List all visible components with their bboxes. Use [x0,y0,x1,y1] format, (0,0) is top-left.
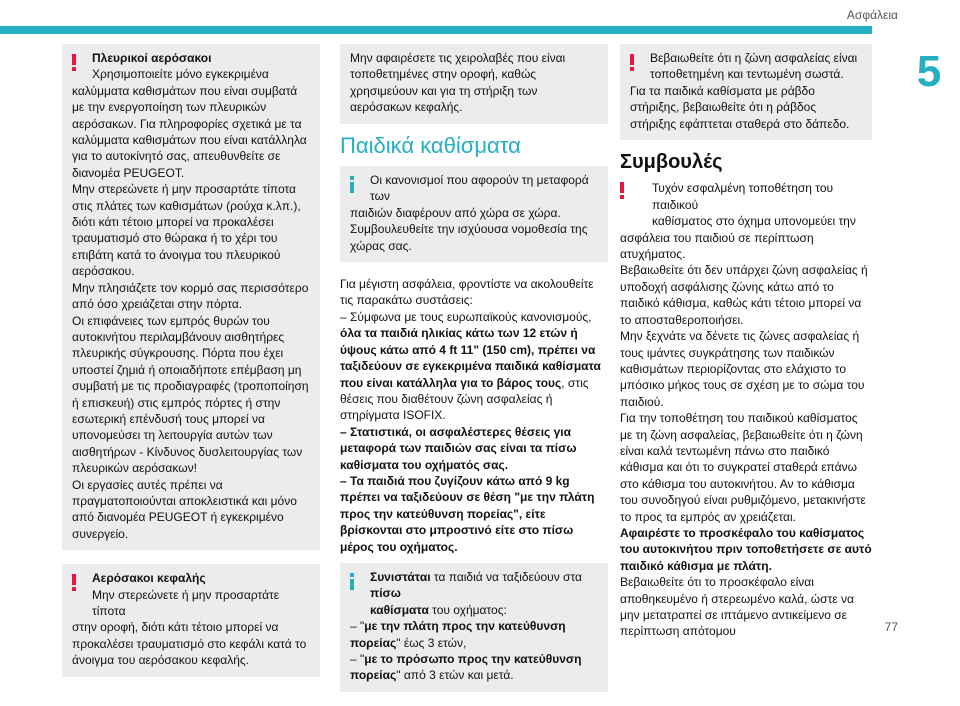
warning-icon [620,182,625,196]
info-icon [350,176,355,192]
box-text: Μην στερεώνετε ή μην προσαρτάτε τίποτα στις πλάτες των καθισμάτων (ρούχα κ.λπ.), διότι κάτι τέτοιο μπορεί να προκαλέσει τραυματισμό στο θώρακα ή το χέρι του επιβάτη κατά το άνοιγμα του πλευρικού αερόσακου. [72,182,301,279]
paragraph: Τυχόν εσφαλμένη τοποθέτηση του παιδικού [652,181,834,212]
box-text: Συνιστάται τα παιδιά να ταξιδεύουν στα πίσω [370,569,582,601]
header-bar [0,26,872,34]
box-text: Οι επιφάνειες των εμπρός θυρών του αυτοκινήτου περιλαμβάνουν αισθητήρες πλευρικής σύγκρουσης. Πόρτα που έχει υποστεί ζημιά ή οποιαδήποτε επέμβαση μη συμβατή με τις προδιαγραφές (τροποποίηση ή επισκευή) στις εμπρός πόρτες ή στην εσωτερική επένδυσή τους μπορεί να υπονομεύσει τη λειτουργία αυτών των αισθητήρων - Κίνδυνος δυσλειτουργίας των πλευρικών αερόσακων! [72,313,309,476]
box-text: τοποθετημένη και τεντωμένη σωστά. [650,67,844,82]
column-2 [340,44,608,706]
warning-icon [630,54,635,68]
chapter-number: 5 [898,42,960,102]
box-text: Χρησιμοποιείτε μόνο εγκεκριμένα [92,67,269,82]
box-text: Μην στερεώνετε ή μην προσαρτάτε τίποτα [92,587,280,618]
box-text: Οι κανονισμοί που αφορούν τη μεταφορά των [370,173,589,204]
list-item: – Στατιστικά, οι ασφαλέστερες θέσεις για μεταφορά των παιδιών σας είναι τα πίσω καθίσματα του οχήματός σας. [340,424,577,472]
paragraph: Μην ξεχνάτε να δένετε τις ζώνες ασφαλείας ή τους ιμάντες συγκράτησης των παιδικών καθισμάτων περιορίζοντας στο ελάχιστο το μπόσικο μήκος τους σε σχέση με το σώμα του παιδιού. [620,329,865,409]
paragraph: Βεβαιωθείτε ότι το προσκέφαλο είναι αποθηκευμένο ή στερεωμένο καλά, ώστε να μην μετατραπεί σε ιπτάμενο αντικείμενο σε περίπτωση απότομου [620,575,854,639]
box-text: στην οροφή, διότι κάτι τέτοιο μπορεί να προκαλέσει τραυματισμό στο κεφάλι κατά το άνοιγμα του αερόσακου κεφαλής. [72,620,307,668]
list-item: – "με την πλάτη προς την κατεύθυνση πορείας" έως 3 ετών, [350,619,566,650]
page-number: 77 [884,620,898,634]
column-3 [620,44,872,640]
warning-icon [72,574,77,588]
box-text: παιδιών διαφέρουν από χώρα σε χώρα. Συμβουλευθείτε την ισχύουσα νομοθεσία της χώρας σας. [350,205,588,253]
paragraph: καθίσματος στο όχημα υπονομεύει την [652,214,856,229]
box-title: Αερόσακοι κεφαλής [92,571,206,586]
section-title-child-seats: Παιδικά καθίσματα [340,132,521,158]
paragraph: Για μέγιστη ασφάλεια, φροντίστε να ακολουθείτε τις παρακάτω συστάσεις: [340,277,594,308]
note-box-grab-handles [340,44,608,124]
box-text: καθίσματα του οχήματος: [370,602,507,617]
info-box-recommendation [340,563,608,692]
column-1 [62,44,320,691]
paragraph: ασφάλεια του παιδιού σε περίπτωση ατυχήματος. [620,230,814,262]
warning-box-seatbelt [620,44,872,140]
section-title-advice: Συμβουλές [620,151,723,174]
box-title: Πλευρικοί αερόσακοι [92,51,212,65]
list-item: – "με το πρόσωπο προς την κατεύθυνση πορείας" από 3 ετών και μετά. [350,652,582,683]
box-text: Μην πλησιάζετε τον κορμό σας περισσότερο από όσο χρειάζεται στην πόρτα. [72,280,309,312]
warning-icon [72,54,77,68]
paragraph: Για την τοποθέτηση του παιδικού καθίσματος με τη ζώνη ασφαλείας, βεβαιωθείτε ότι η ζώνη είναι καλά τεντωμένη πάνω στο παιδικό κάθισμα και ότι το συγκρατεί σταθερά επάνω στο κάθισμα του αυτοκινήτου. Αν το κάθισμα του συνοδηγού είναι ρυθμιζόμενο, μετακινήστε το προς τα εμπρός αν χρειάζεται. [620,411,866,524]
info-box-regulations [340,166,608,262]
info-icon [350,573,355,589]
warning-box-side-airbags [62,44,320,550]
box-text: Βεβαιωθείτε ότι η ζώνη ασφαλείας είναι [650,51,858,65]
paragraph-bold: Αφαιρέστε το προσκέφαλο του καθίσματος του αυτοκινήτου πριν τοποθετήσετε σε αυτό παιδικό κάθισμα με πλάτη. [620,525,872,573]
box-text: Για τα παιδικά καθίσματα με ράβδο στήριξης, βεβαιωθείτε ότι η ράβδος στήριξης εφάπτεται σταθερά στο δάπεδο. [630,83,850,131]
list-item: – Τα παιδιά που ζυγίζουν κάτω από 9 kg πρέπει να ταξιδεύουν σε θέση "με την πλάτη προς την κατεύθυνση πορείας", είτε βρίσκονται στο μπροστινό είτε στο πίσω μέρος του οχήματος. [340,473,595,554]
box-text: Μην αφαιρέσετε τις χειρολαβές που είναι τοποθετημένες στην οροφή, καθώς χρησιμεύουν και για τη στήριξη των αερόσακων κεφαλής. [350,51,566,115]
page-section-title: Ασφάλεια [846,8,898,22]
box-text: Οι εργασίες αυτές πρέπει να πραγματοποιούνται αποκλειστικά και μόνο από διανομέα PEUGEOT ή εγκεκριμένο συνεργείο. [72,477,297,541]
warning-advice [620,180,872,262]
list-item: – Σύμφωνα με τους ευρωπαϊκούς κανονισμούς, όλα τα παιδιά ηλικίας κάτω των 12 ετών ή ύψους κάτω από 4 ft 11" (150 cm), πρέπει να ταξιδεύουν σε εγκεκριμένα παιδικά καθίσματα που είναι κατάλληλα για το βάρος τους, στις θέσεις που διαθέτουν ζώνη ασφαλείας ή στηρίγματα ISOFIX. [340,309,601,423]
paragraph: Βεβαιωθείτε ότι δεν υπάρχει ζώνη ασφαλείας ή υποδοχή ασφάλισης ζώνης κάτω από το παιδικό κάθισμα, καθώς κάτι τέτοιο μπορεί να το αποσταθεροποιήσει. [620,263,868,327]
warning-box-head-airbags [62,564,320,676]
box-text: καλύμματα καθισμάτων που είναι συμβατά με την ενεργοποίηση των πλευρικών αερόσακων. Για πληροφορίες σχετικά με τα καλύμματα καθισμάτων που είναι κατάλληλα για το αυτοκίνητό σας, απευθυνθείτε σε διανομέα PEUGEOT. [72,83,307,180]
